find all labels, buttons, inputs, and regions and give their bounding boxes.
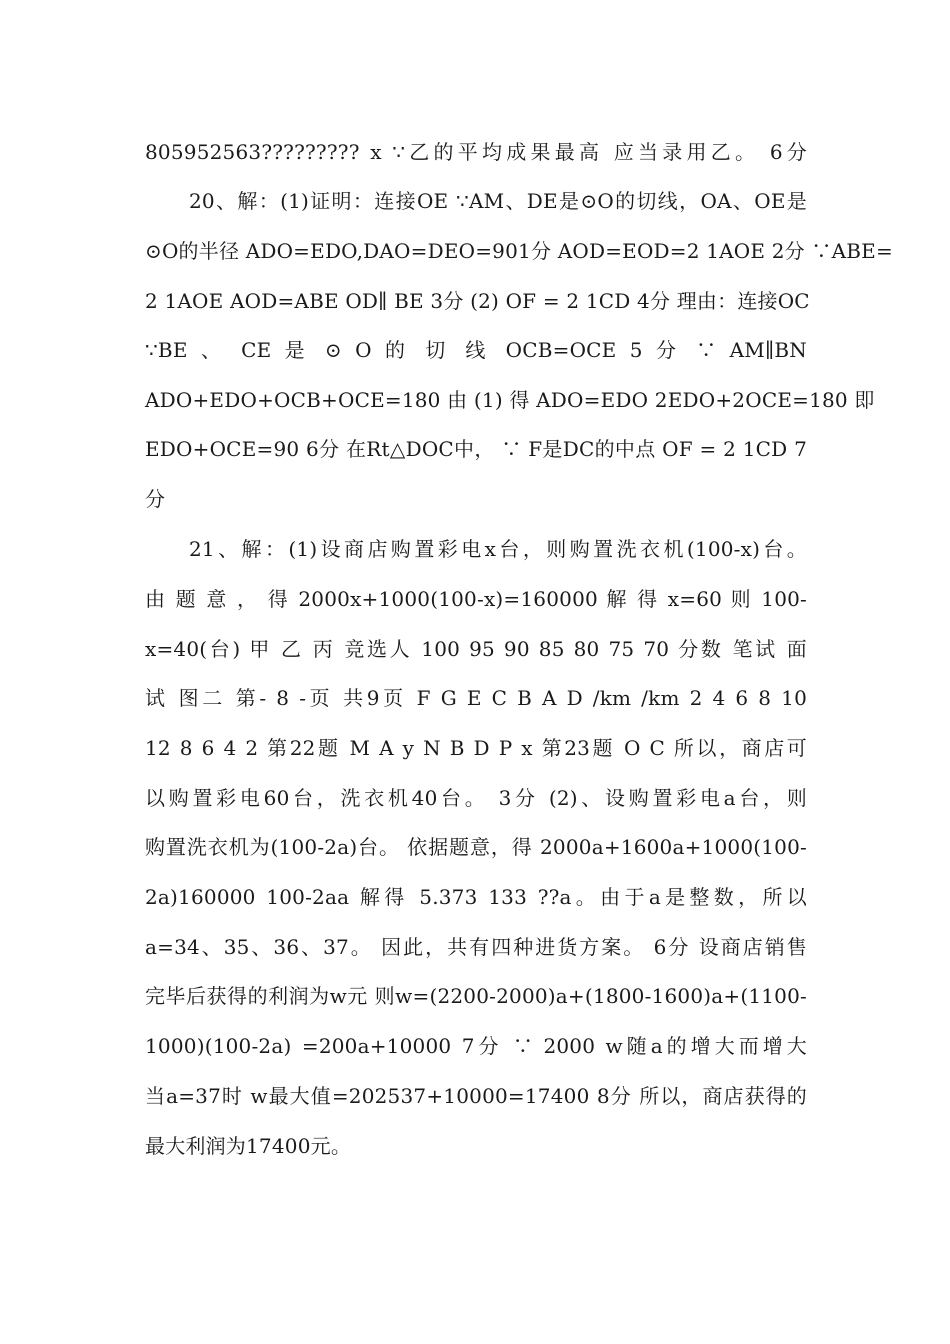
- text-line: 12 8 6 4 2 第22题 M A y N B D P x 第23题 O C 所以，商店可: [145, 736, 807, 760]
- text-line: 2 1AOE AOD=ABE OD∥ BE 3分 (2) OF = 2 1CD 4分 理由：连接OC: [145, 289, 810, 313]
- text-line: a=34、35、36、37。 因此，共有四种进货方案。 6分 设商店销售: [145, 935, 807, 959]
- text-line: 完毕后获得的利润为w元 则w=(2200-2000)a+(1800-1600)a+(1100-: [145, 984, 807, 1008]
- text-line: ∵BE 、 CE 是 ⊙ O 的 切 线 OCB=OCE 5 分 ∵ AM∥BN: [145, 338, 807, 362]
- text-line: 1000)(100-2a) =200a+10000 7分 ∵ 2000 w随a的增大而增大: [145, 1034, 807, 1058]
- text-line: 最大利润为17400元。: [145, 1134, 352, 1158]
- text-line: 购置洗衣机为(100-2a)台。 依据题意，得 2000a+1600a+1000(100-: [145, 835, 807, 859]
- text-line: x=40(台) 甲 乙 丙 竞选人 100 95 90 85 80 75 70 分数 笔试 面: [145, 637, 807, 661]
- text-line: 当a=37时 w最大值=202537+10000=17400 8分 所以，商店获得的: [145, 1084, 807, 1108]
- text-line: 试 图二 第- 8 -页 共9页 F G E C B A D /km /km 2 4 6 8 10: [145, 686, 807, 710]
- text-line: 805952563????????? x ∵乙的平均成果最高 应当录用乙。 6分: [145, 140, 807, 164]
- text-line: 以购置彩电60台，洗衣机40台。 3分 (2)、设购置彩电a台，则: [145, 786, 807, 810]
- text-line: 由 题 意 ， 得 2000x+1000(100-x)=160000 解 得 x=60 则 100-: [145, 587, 807, 611]
- text-line: 2a)160000 100-2aa 解得 5.373 133 ??a。由于a是整数，所以: [145, 885, 807, 909]
- text-line: EDO+OCE=90 6分 在Rt△DOC中， ∵ F是DC的中点 OF = 2 1CD 7: [145, 437, 807, 461]
- text-line: 20、解：(1)证明：连接OE ∵AM、DE是⊙O的切线，OA、OE是: [189, 189, 807, 213]
- text-line: 21、解：(1)设商店购置彩电x台，则购置洗衣机(100-x)台。: [189, 537, 807, 561]
- text-line: ADO+EDO+OCB+OCE=180 由 (1) 得 ADO=EDO 2EDO+2OCE=180 即: [145, 388, 875, 412]
- text-line: 分: [145, 487, 166, 511]
- text-line: ⊙O的半径 ADO=EDO,DAO=DEO=901分 AOD=EOD=2 1AOE 2分 ∵ABE=: [145, 239, 893, 263]
